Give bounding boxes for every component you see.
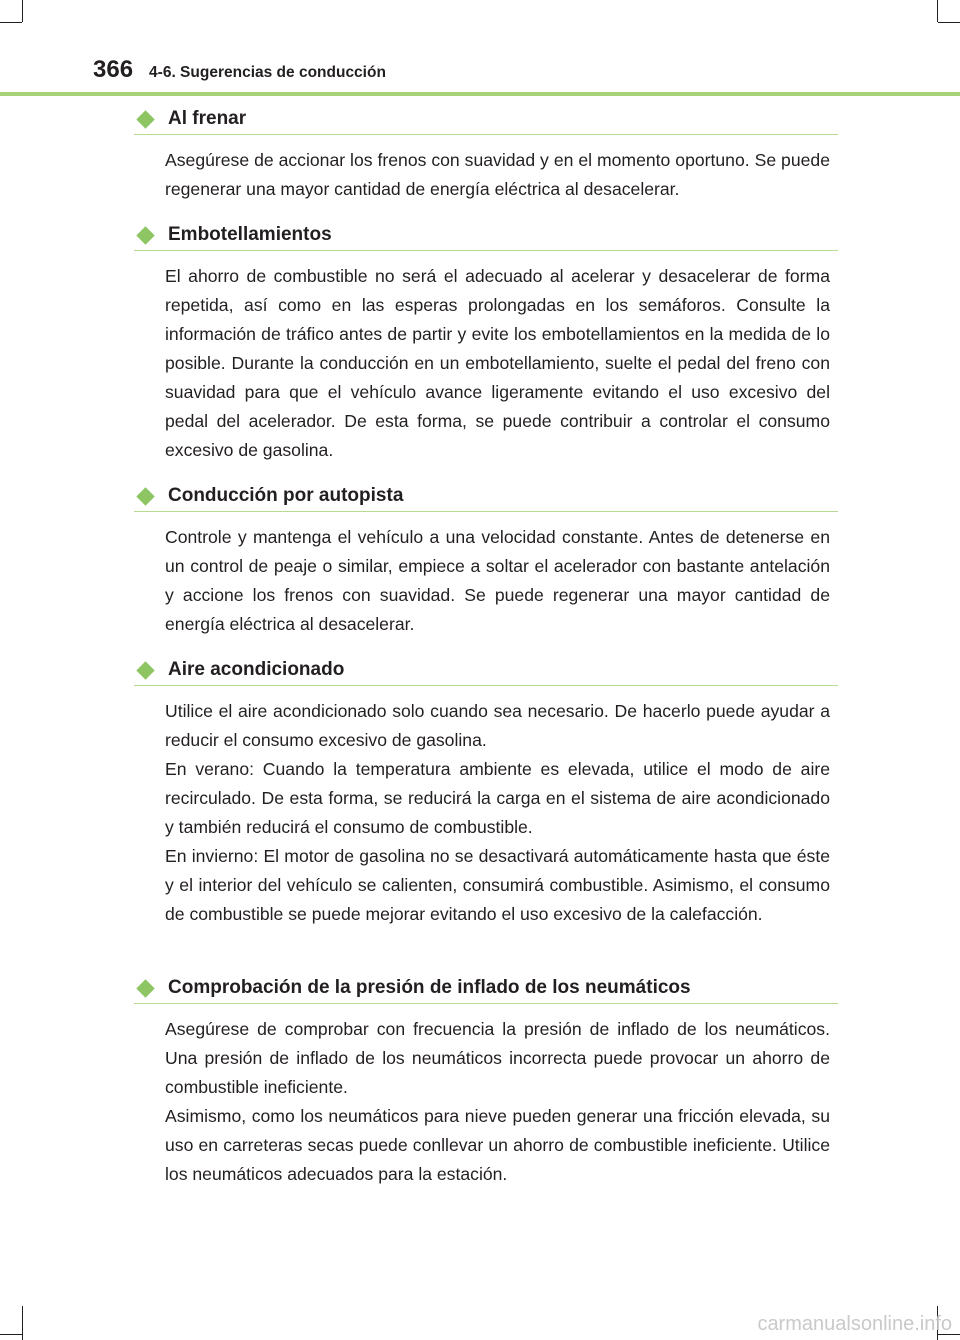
crop-mark-top-left-h: [0, 22, 22, 23]
section-aire-acondicionado: [134, 655, 838, 929]
crop-mark-top-left-v: [22, 0, 23, 22]
section-al-frenar: [134, 104, 838, 204]
section-autopista: [134, 481, 838, 639]
section-body: [165, 1015, 830, 1189]
paragraph: Asimismo, como los neumáticos para nieve pueden generar una fricción elevada, su uso en carreteras secas puede conllevar un ahorro de combustible ineficiente. Utilice los neumáticos adecuados para la estación.: [165, 1106, 830, 1184]
section-title: Al frenar: [168, 108, 247, 129]
diamond-bullet-icon: [136, 979, 154, 997]
paragraph: Asegúrese de comprobar con frecuencia la presión de inflado de los neumáticos. Una presión de inflado de los neumáticos incorrecta puede provocar un ahorro de combustible ineficiente.: [165, 1019, 830, 1097]
section-heading: [134, 104, 838, 135]
section-body: [165, 146, 830, 204]
paragraph: Controle y mantenga el vehículo a una velocidad constante. Antes de detenerse en un control de peaje o similar, empiece a soltar el acelerador con bastante antelación y accione los frenos con suavidad. Se puede regenerar una mayor cantidad de energía eléctrica al desacelerar.: [165, 527, 830, 634]
crop-mark-top-right-h: [938, 22, 960, 23]
crop-mark-bottom-left-h: [0, 1334, 22, 1335]
section-title: Embotellamientos: [168, 224, 332, 245]
watermark: carmanualsonline.info: [757, 1313, 952, 1335]
crop-mark-top-right-v: [937, 0, 938, 22]
section-heading: [134, 973, 838, 1004]
section-body: [165, 262, 830, 465]
paragraph: Asegúrese de accionar los frenos con suavidad y en el momento oportuno. Se puede regenerar una mayor cantidad de energía eléctrica al desacelerar.: [165, 150, 830, 199]
header-rule: [0, 92, 960, 96]
paragraph: En verano: Cuando la temperatura ambiente es elevada, utilice el modo de aire recirculado. De esta forma, se reducirá la carga en el sistema de aire acondicionado y también reducirá el consumo de combustible.: [165, 759, 830, 837]
section-title: Conducción por autopista: [168, 485, 404, 506]
section-heading: [134, 655, 838, 686]
section-body: [165, 523, 830, 639]
section-presion-neumaticos: [134, 973, 838, 1189]
section-body: [165, 697, 830, 929]
section-embotellamientos: [134, 220, 838, 465]
section-title: Aire acondicionado: [168, 659, 345, 680]
section-heading: [134, 220, 838, 251]
diamond-bullet-icon: [136, 110, 154, 128]
page-number: 366: [93, 56, 134, 83]
page-header: [93, 56, 386, 84]
diamond-bullet-icon: [136, 226, 154, 244]
paragraph: En invierno: El motor de gasolina no se desactivará automáticamente hasta que éste y el interior del vehículo se calienten, consumirá combustible. Asimismo, el consumo de combustible se puede mejorar evitando el uso excesivo de la calefacción.: [165, 846, 830, 924]
crop-mark-bottom-left-v: [22, 1306, 23, 1340]
diamond-bullet-icon: [136, 487, 154, 505]
paragraph: Utilice el aire acondicionado solo cuando sea necesario. De hacerlo puede ayudar a reducir el consumo excesivo de gasolina.: [165, 701, 830, 750]
diamond-bullet-icon: [136, 661, 154, 679]
chapter-title: 4-6. Sugerencias de conducción: [149, 64, 386, 81]
section-heading: [134, 481, 838, 512]
section-title: Comprobación de la presión de inflado de los neumáticos: [168, 977, 691, 998]
paragraph: El ahorro de combustible no será el adecuado al acelerar y desacelerar de forma repetida, así como en las esperas prolongadas en los semáforos. Consulte la información de tráfico antes de partir y evite los embotellamientos en la medida de lo posible. Durante la conducción en un embotellamiento, suelte el pedal del freno con suavidad para que el vehículo avance ligeramente evitando el uso excesivo del pedal del acelerador. De esta forma, se puede contribuir a controlar el consumo excesivo de gasolina.: [165, 266, 830, 460]
